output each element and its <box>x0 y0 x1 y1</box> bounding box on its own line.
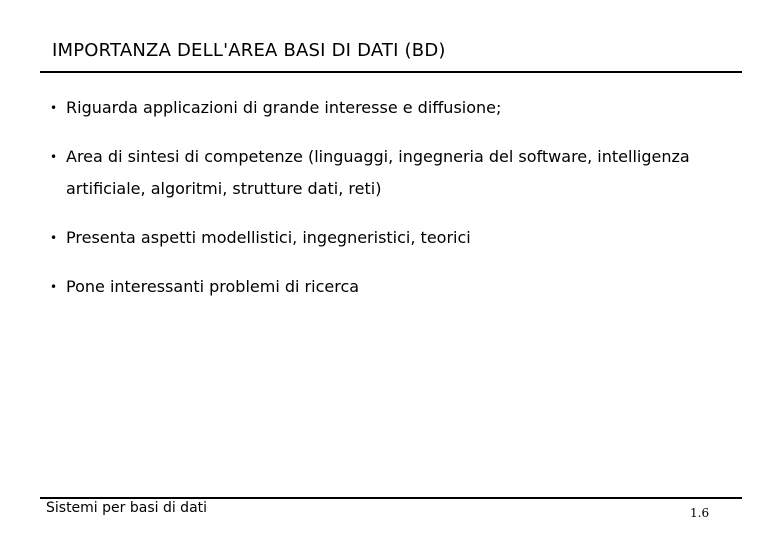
bullet-text: Riguarda applicazioni di grande interesse e diffusione; <box>66 98 502 117</box>
bullet-item <box>48 141 738 205</box>
bullet-list <box>48 92 738 320</box>
page-number: 1.6 <box>690 506 710 520</box>
bullet-icon: • <box>50 150 58 164</box>
slide-title: IMPORTANZA DELL'AREA BASI DI DATI (BD) <box>52 40 446 61</box>
footer-course-name: Sistemi per basi di dati <box>46 500 208 516</box>
bullet-icon: • <box>50 280 58 294</box>
bullet-item <box>48 222 738 254</box>
bullet-item <box>48 92 738 124</box>
bullet-text: Area di sintesi di competenze (linguaggi, ingegneria del software, intelligenza artificiale, algoritmi, strutture dati, reti) <box>66 147 690 198</box>
bullet-text: Presenta aspetti modellistici, ingegneristici, teorici <box>66 228 471 247</box>
title-divider <box>40 71 742 73</box>
bullet-item <box>48 271 738 303</box>
bullet-icon: • <box>50 101 58 115</box>
bullet-icon: • <box>50 231 58 245</box>
bullet-text: Pone interessanti problemi di ricerca <box>66 277 360 296</box>
footer-divider <box>40 497 742 499</box>
